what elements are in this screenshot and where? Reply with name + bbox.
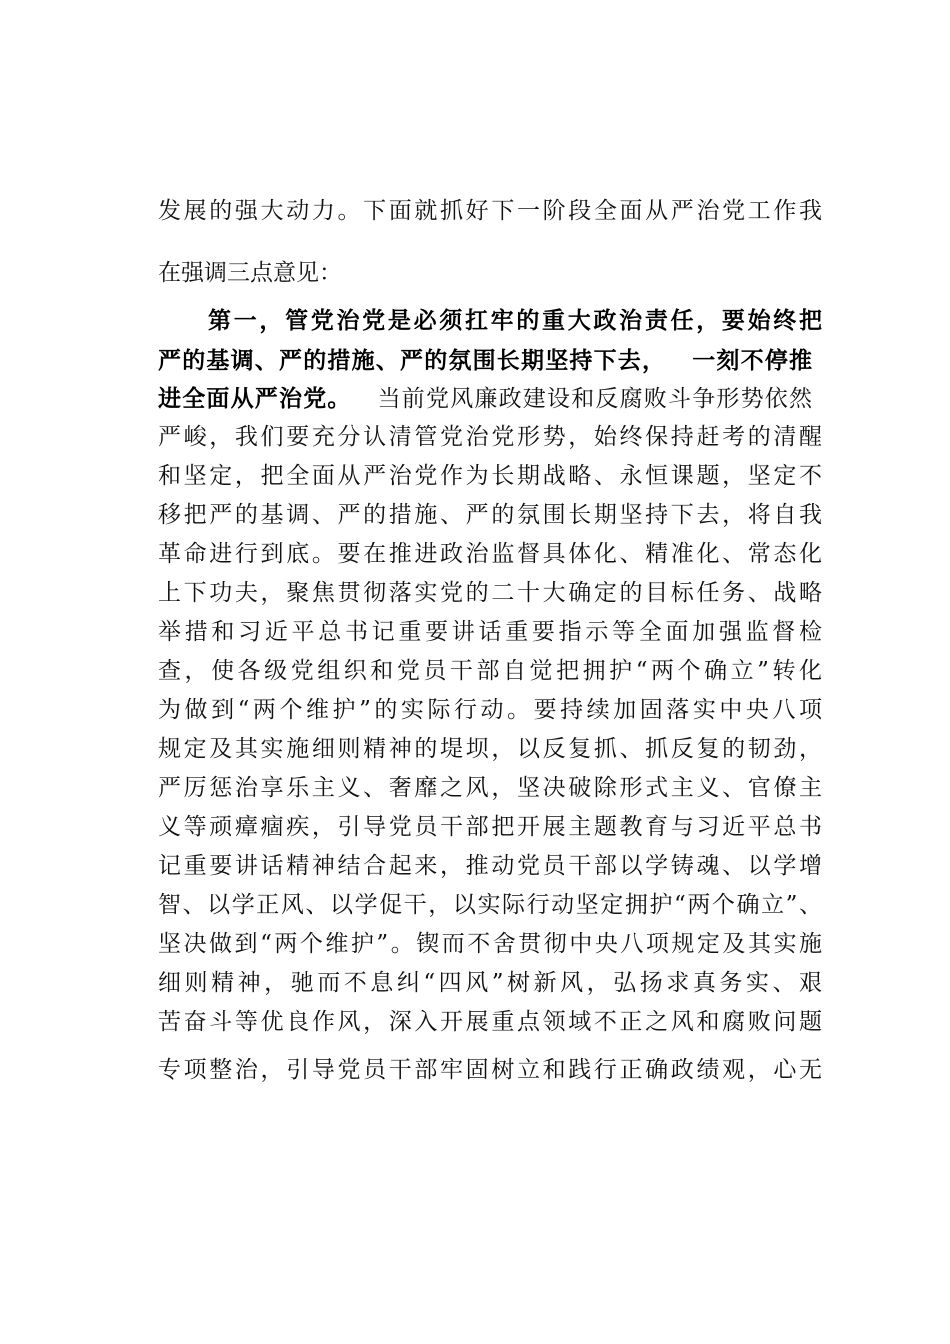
- body-text-line: 严峻，我们要充分认清管党治党形势，始终保持赶考的清醒: [158, 424, 822, 450]
- body-text-line: 在强调三点意见：: [158, 260, 342, 286]
- body-text-line: 记重要讲话精神结合起来，推动党员干部以学铸魂、以学增: [158, 853, 822, 879]
- body-text-line: 革命进行到底。要在推进政治监督具体化、精准化、常态化: [158, 541, 822, 567]
- body-text-line: [158, 381, 822, 417]
- body-text-line: 细则精神，驰而不息纠“四风”树新风，弘扬求真务实、艰: [158, 970, 822, 996]
- body-text-line: 上下功夫，聚焦贯彻落实党的二十大确定的目标任务、战略: [158, 580, 822, 606]
- body-text-line: 坚决做到“两个维护”。锲而不舍贯彻中央八项规定及其实施: [158, 931, 822, 957]
- heading-line: 第一，管党治党是必须扛牢的重大政治责任，要始终把: [208, 308, 822, 334]
- body-text-line: 严厉惩治享乐主义、奢靡之风，坚决破除形式主义、官僚主: [158, 775, 822, 801]
- heading-line: [158, 343, 822, 379]
- body-text-line: 发展的强大动力。下面就抓好下一阶段全面从严治党工作我: [158, 198, 822, 224]
- heading-segment: 进全面从严治党。: [158, 386, 352, 412]
- heading-segment: 一刻不停推: [692, 348, 814, 374]
- body-text-line: 苦奋斗等优良作风，深入开展重点领域不正之风和腐败问题: [158, 1009, 822, 1035]
- body-text-line: 为做到“两个维护”的实际行动。要持续加固落实中央八项: [158, 697, 822, 723]
- body-text-line: 规定及其实施细则精神的堤坝，以反复抓、抓反复的韧劲，: [158, 736, 822, 762]
- body-text-line: 和坚定，把全面从严治党作为长期战略、永恒课题，坚定不: [158, 463, 822, 489]
- body-text-line: 智、以学正风、以学促干，以实际行动坚定拥护“两个确立”、: [158, 892, 822, 918]
- body-text-line: 义等顽瘴痼疾，引导党员干部把开展主题教育与习近平总书: [158, 814, 822, 840]
- body-text-line: 举措和习近平总书记重要讲话重要指示等全面加强监督检: [158, 619, 822, 645]
- heading-segment: 严的基调、严的措施、严的氛围长期坚持下去，: [158, 348, 667, 374]
- body-text-line: 移把严的基调、严的措施、严的氛围长期坚持下去，将自我: [158, 502, 822, 528]
- body-text-line: 专项整治，引导党员干部牢固树立和践行正确政绩观，心无: [158, 1057, 822, 1083]
- body-text-line: 查，使各级党组织和党员干部自觉把拥护“两个确立”转化: [158, 658, 822, 684]
- body-text-segment: 当前党风廉政建设和反腐败斗争形势依然: [377, 386, 814, 412]
